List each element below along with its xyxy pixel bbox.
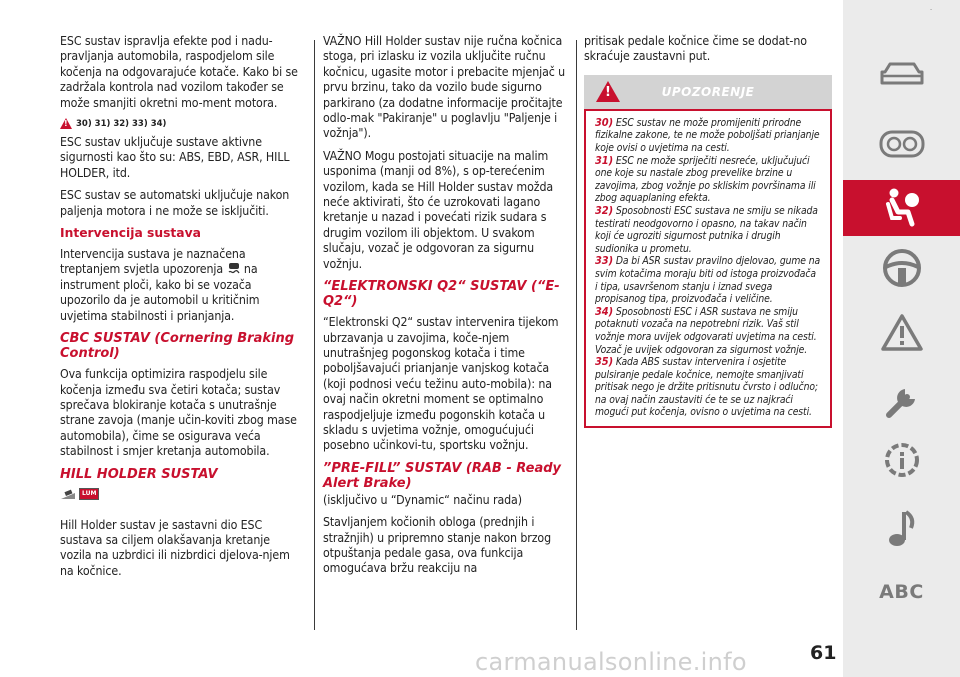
car-on-slope-icon [60, 488, 76, 500]
paragraph: ESC sustav se automatski uključuje nakon paljenja motora i ne može se isključiti. [60, 188, 290, 218]
nav-safety[interactable] [843, 180, 960, 236]
chapter-sidebar [843, 0, 960, 677]
nav-maintenance[interactable] [843, 432, 960, 488]
paragraph: pritisak pedale kočnice čime se dodat-no skraćuje zaustavni put. [584, 34, 807, 64]
paragraph: Hill Holder sustav je sastavni dio ESC sustava sa ciljem olakšavanja kretanje vozila na uzbrdici ili nizbrdici djelova-njem na kočnice. [60, 517, 290, 578]
index-abc-label: ABC [879, 581, 924, 603]
column-middle [323, 34, 571, 584]
nav-warnings[interactable] [843, 304, 960, 360]
warning-text: Kada ABS sustav intervenira i osjetite pulsiranje pedale kočnice, nemojte smanjivati pritisak nego je držite pritisnutu čvrsto i odlučno; na ovaj način zaustaviti će te se uz najkraći mogući put kočenja, ovisno o uvjetima na cesti. [595, 356, 818, 419]
dashboard-icon [878, 129, 926, 159]
nav-multimedia[interactable] [843, 500, 960, 556]
column-divider [576, 40, 577, 630]
paragraph: ESC sustav ispravlja efekte pod i nadu-pravljanja automobila, raspodjelom sile kočenja na odgovarajuće kotače. Kako bi se zadržala kontrola nad vozilom također se može smanjiti okretni mo-ment motora. [60, 34, 298, 110]
column-left [60, 34, 302, 586]
paragraph: Stavljanjem kočionih obloga (prednjih i stražnjih) u pripremno stanje nakon brzog otpuštanja pedale gasa, ova funkcija omogućava bržu reakciju na [323, 515, 551, 576]
watermark: carmanualsonline.info [475, 648, 747, 676]
warning-number: 35) [595, 355, 613, 369]
warning-item [595, 117, 821, 155]
warning-title: UPOZORENJE [661, 84, 755, 99]
section-heading: ”PRE-FILL” SUSTAV (RAB - Ready Alert Brake) [323, 460, 562, 491]
steering-wheel-icon [881, 247, 923, 289]
paragraph-text: na instrument ploči, kako bi se vozača upozorilo da je automobil u kritičnim uvjetima stabilnosti i prianjanja. [60, 262, 260, 323]
paragraph: Ova funkcija optimizira raspodjelu sile kočenja između sva četiri kotača; sustav sprečava blokiranje kotača s unutrašnje strane zavoja (manje učin-koviti zbog mase automobila), čime se osigurava veća stabilnost i smjer kretanja automobila. [60, 367, 297, 459]
warning-text: ESC sustav ne može promijeniti prirodne fizikalne zakone, te ne može poboljšati prianjanje koje ovisi o uvjetima na cesti. [595, 116, 820, 154]
section-heading: CBC SUSTAV (Cornering Braking Control) [60, 331, 295, 362]
paragraph: (isključivo u “Dynamic“ načinu rada) [323, 492, 522, 507]
nav-car[interactable] [843, 46, 960, 102]
paragraph: VAŽNO Hill Holder sustav nije ručna kočnica stoga, pri izlasku iz vozila uključite ručnu kočnicu, ugasite motor i prebacite mjenjač u prvu brzinu, tako da vozilo bude sigurno parkirano (za dodatne informacije pročitajte odlo-mak "Pakiranje" u poglavlju "Paljenje i vožnja"). [323, 34, 566, 141]
warning-header [584, 75, 832, 109]
paragraph [60, 247, 302, 324]
warning-number: 32) [595, 203, 613, 217]
warning-item [595, 255, 821, 305]
warning-text: Sposobnosti ESC sustava ne smiju se nikada testirati neodgovorno i opasno, na takav način koji će ugroziti sigurnost putnika i drugih sudionika u prometu. [595, 204, 818, 255]
column-right [584, 34, 832, 428]
column-divider [314, 40, 315, 630]
warning-triangle-icon [880, 312, 924, 352]
warning-text: Da bi ASR sustav pravilno djelovao, gume na svim kotačima moraju biti od istoga proizvođača i tipa, usavršenom stanju i iznad svega propisanog tipa, proizvođača i veličine. [595, 255, 821, 306]
hill-holder-icons [60, 488, 302, 500]
paragraph: VAŽNO Mogu postojati situacije na malim usponima (manji od 8%), s op-terećenim vozilom, kada se Hill Holder sustav možda neće aktivirati, što će uzrokovati lagano kretanje u nazad i povećati rizik sudara s drugim vozilom ili objektom. U svakom slučaju, vozač je odgovoran za sigurnu vožnju. [323, 148, 554, 271]
wrench-icon [879, 377, 925, 423]
car-icon [879, 60, 925, 88]
nav-driving[interactable] [843, 240, 960, 296]
paragraph: ESC sustav uključuje sustave aktivne sigurnosti kao što su: ABS, EBD, ASR, HILL HOLDER, itd. [60, 135, 290, 180]
warning-number: 31) [595, 153, 613, 167]
corner-mark: - [930, 6, 933, 13]
note-ref-list[interactable]: 30) 31) 32) 33) 34) [76, 118, 167, 129]
warning-box [584, 109, 832, 428]
warning-item [595, 155, 821, 205]
esc-skid-car-icon [227, 262, 241, 275]
warning-text: ESC ne može spriječiti nesreće, uključujući one koje su nastale zbog prevelike brzine u zavojima, zbog vožnje po skliskim površinama ili zbog aquaplaning efekta. [595, 154, 816, 205]
nav-dashboard[interactable] [843, 116, 960, 172]
warning-number: 34) [595, 304, 613, 318]
nav-index[interactable] [843, 564, 960, 620]
music-note-icon [885, 508, 919, 548]
airbag-seat-icon [880, 186, 924, 230]
warning-triangle-icon [60, 118, 72, 129]
warning-number: 30) [595, 115, 613, 129]
section-heading: “ELEKTRONSKI Q2“ SUSTAV (“E-Q2“) [323, 279, 560, 310]
warning-item [595, 306, 821, 356]
maintenance-gear-icon [879, 437, 925, 483]
paragraph-text: Intervencija sustava je naznačena treptanjem svjetla upozorenja [60, 247, 246, 277]
warning-item [595, 356, 821, 419]
warning-item [595, 205, 821, 255]
page-number: 61 [810, 642, 837, 664]
section-heading: HILL HOLDER SUSTAV [60, 466, 218, 482]
nav-emergency[interactable] [843, 372, 960, 428]
lum-badge-icon: LUM [79, 488, 99, 500]
warning-note-refs [60, 118, 302, 129]
warning-number: 33) [595, 254, 613, 268]
warning-text: Sposobnosti ESC i ASR sustava ne smiju potaknuti vozača na nepotrebni rizik. Vaš stil vožnje mora uvijek odgovarati uvjetima na cesti. Vozač je uvijek odgovoran za sigurnost vožnje. [595, 305, 817, 356]
section-heading: Intervencija sustava [60, 226, 201, 241]
paragraph: “Elektronski Q2“ sustav intervenira tijekom ubrzavanja u zavojima, koče-njem unutrašnjeg pogonskog kotača i time poboljšavajući prianjanje vanjskog kotača (koji podnosi veću težinu auto-mobila): na ovaj način okretni moment se optimalno raspodjeljuje između pogonskih kotača u skladu s uvjetima vožnje, omogućujući posebno učinkovi-tu, sportsku vožnju. [323, 315, 559, 453]
